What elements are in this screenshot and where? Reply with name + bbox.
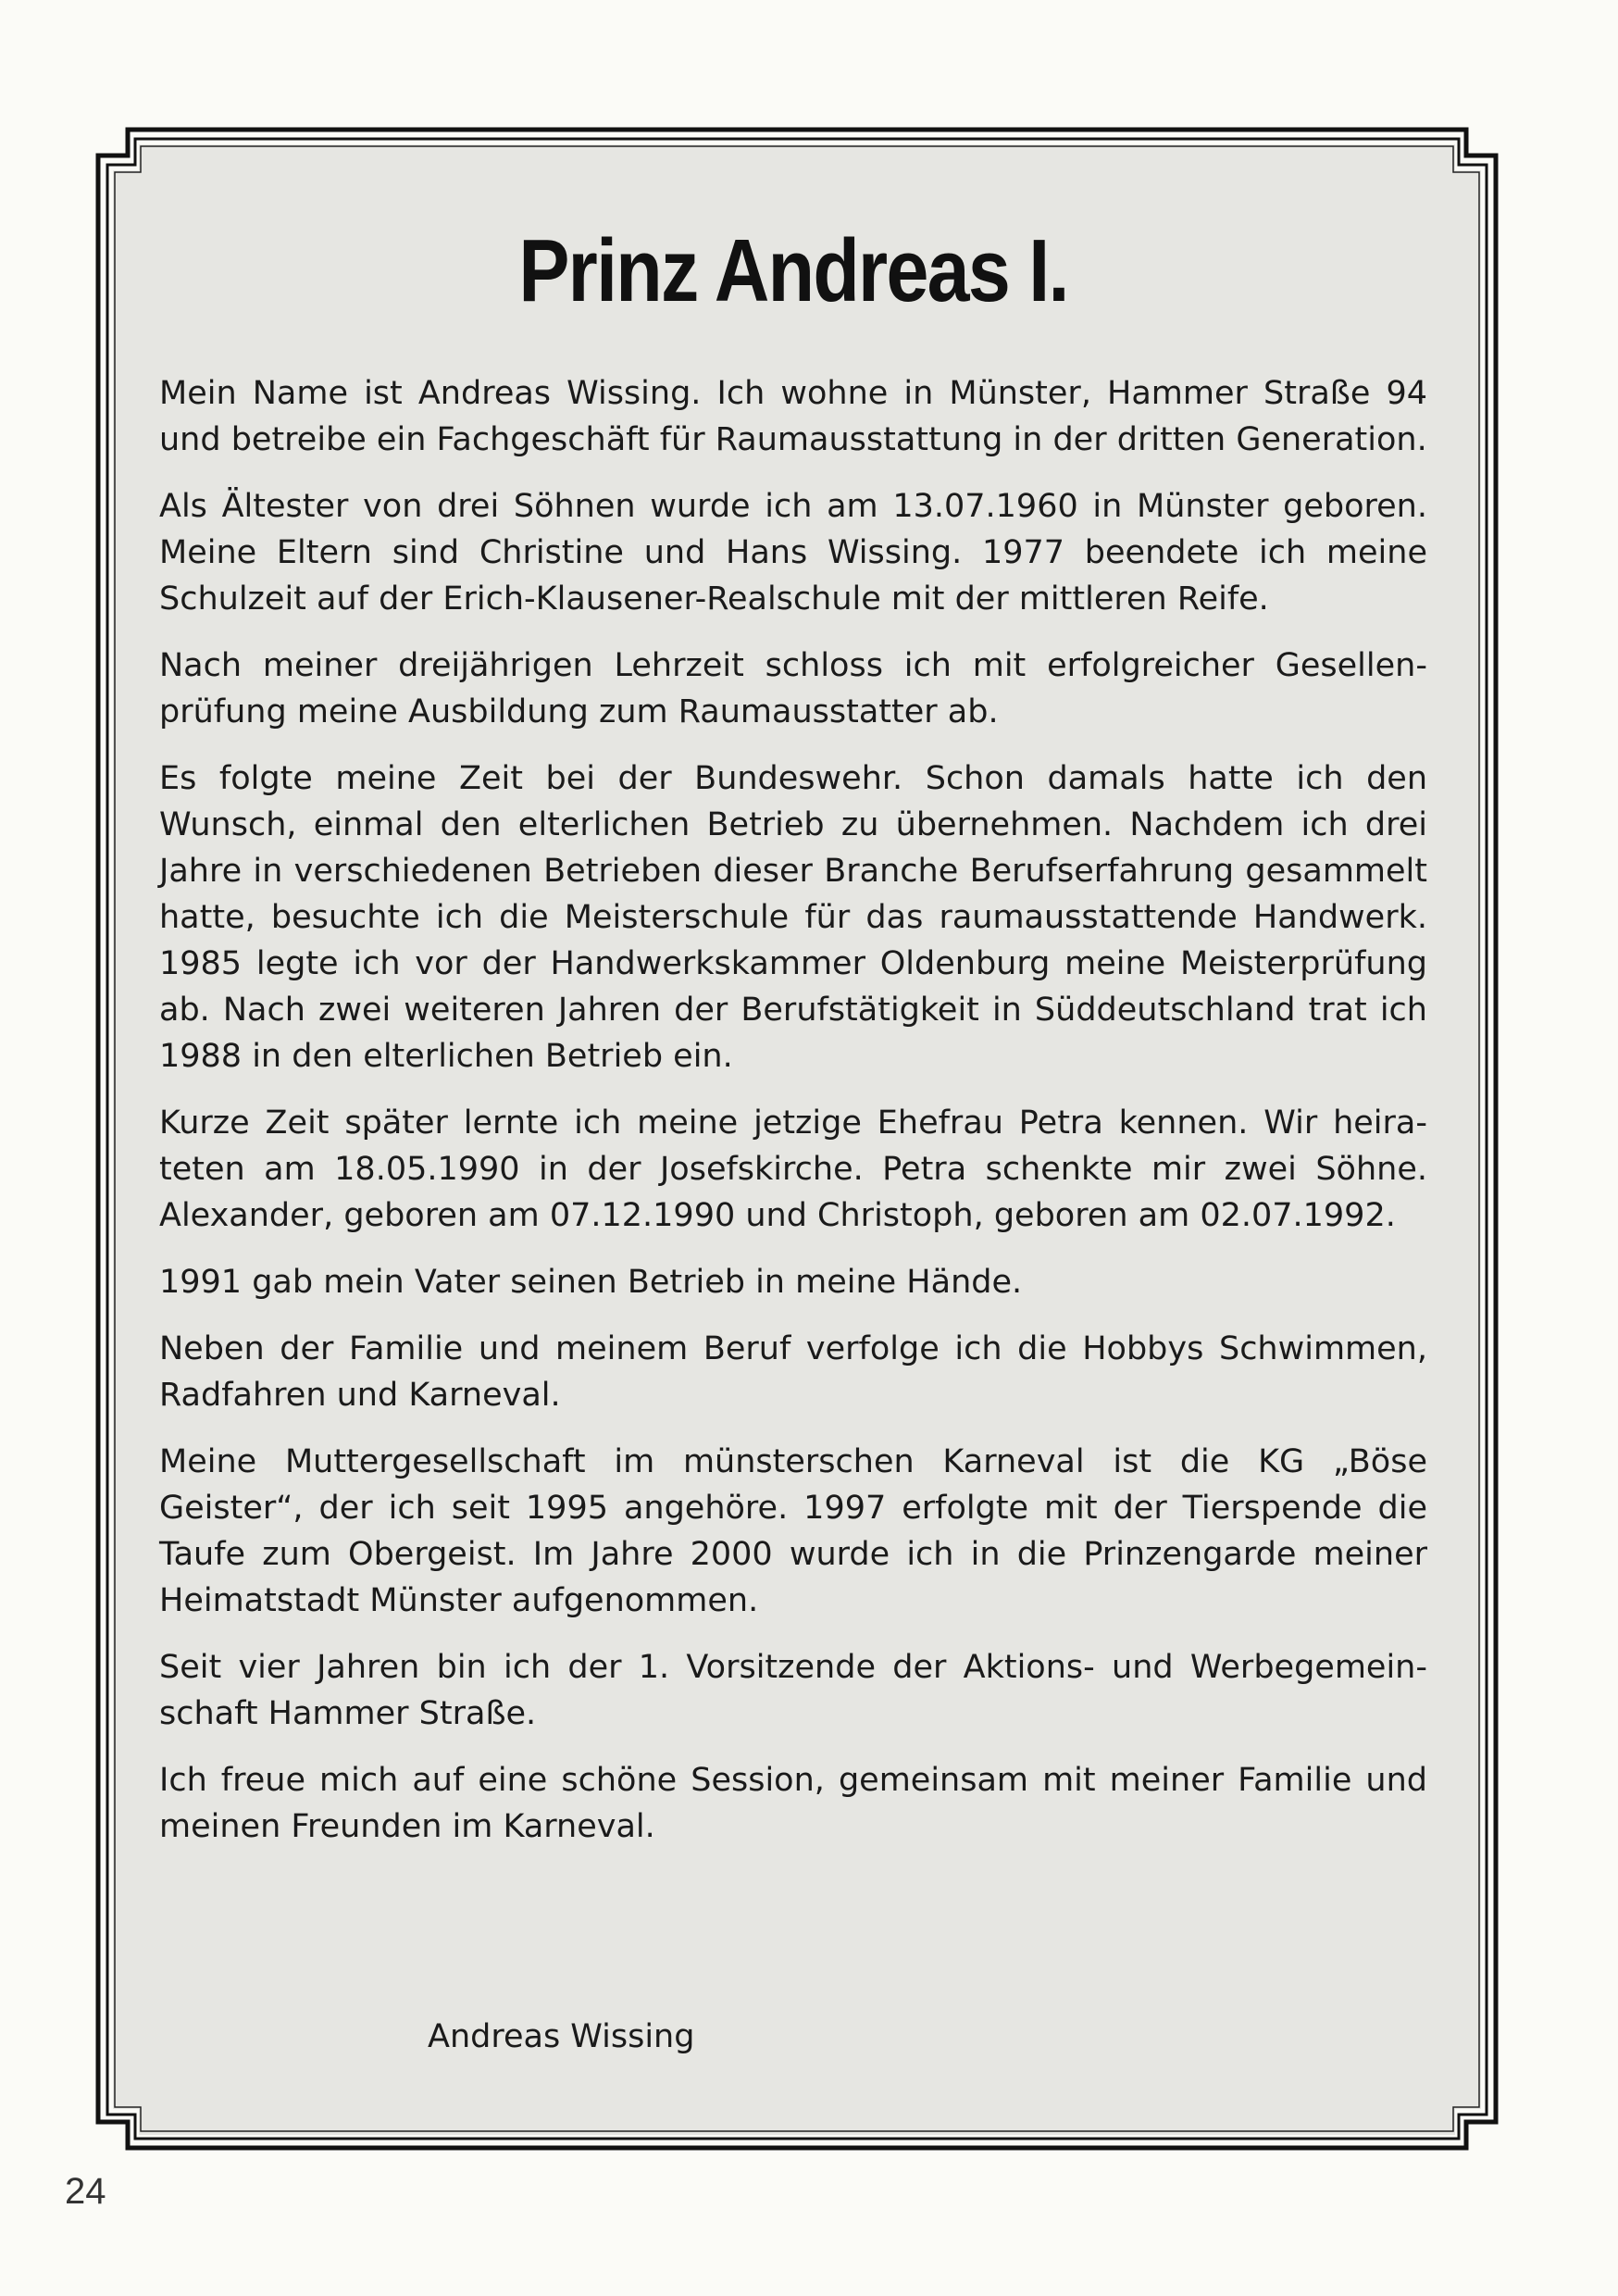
paragraph-5: Kurze Zeit später lernte ich meine jetzige Ehefrau Petra kennen. Wir heirateten am 18.05.1990 in der Josefskirche. Petra schenkte mir zwei Söhne. Alexander, geboren am 07.12.1990 und Christoph, geboren am 02.07.1992. <box>159 1104 1427 1234</box>
page-title: Prinz Andreas I. <box>518 221 1068 320</box>
signature: Andreas Wissing <box>428 2018 695 2055</box>
paragraph-3: Nach meiner dreijährigen Lehrzeit schloss ich mit erfolgreicher Gesellenprüfung meine Ausbildung zum Raumausstatter ab. <box>159 646 1427 730</box>
paragraph-1: Mein Name ist Andreas Wissing. Ich wohne in Münster, Hammer Straße 94 und betreibe ein Fachgeschäft für Raumausstattung in der dritten Generation. <box>159 374 1427 458</box>
page-number: 24 <box>65 2171 106 2212</box>
paragraph-2: Als Ältester von drei Söhnen wurde ich am 13.07.1960 in Münster geboren. Meine Eltern sind Christine und Hans Wissing. 1977 beendete ich meine Schulzeit auf der Erich-Klausener-Realschule mit der mittleren Reife. <box>159 487 1427 618</box>
paragraph-7: Neben der Familie und meinem Beruf verfolge ich die Hobbys Schwimmen, Radfahren und Karneval. <box>159 1329 1427 1414</box>
paragraph-10: Ich freue mich auf eine schöne Session, gemeinsam mit meiner Familie und meinen Freunden im Karneval. <box>159 1761 1427 1845</box>
paragraph-6: 1991 gab mein Vater seinen Betrieb in meine Hände. <box>159 1263 1023 1301</box>
document-body <box>159 222 1427 2092</box>
paragraph-9: Seit vier Jahren bin ich der 1. Vorsitzende der Aktions- und Werbegemeinschaft Hammer Straße. <box>159 1648 1427 1732</box>
paragraph-8: Meine Muttergesellschaft im münsterschen Karneval ist die KG „Böse Geister“, der ich seit 1995 angehöre. 1997 erfolgte mit der Tierspende die Taufe zum Obergeist. Im Jahre 2000 wurde ich in die Prinzengarde meiner Heimatstadt Münster aufgenommen. <box>159 1442 1427 1619</box>
paragraph-4: Es folgte meine Zeit bei der Bundeswehr. Schon damals hatte ich den Wunsch, einmal den elterlichen Betrieb zu übernehmen. Nachdem ich drei Jahre in verschiedenen Betrieben dieser Branche Berufserfahrung gesammelt hatte, besuchte ich die Meisterschule für das raumausstattende Handwerk. 1985 legte ich vor der Handwerkskammer Oldenburg meine Meisterprüfung ab. Nach zwei weiteren Jahren der Berufstätigkeit in Süddeutschland trat ich 1988 in den elterlichen Betrieb ein. <box>159 759 1427 1075</box>
